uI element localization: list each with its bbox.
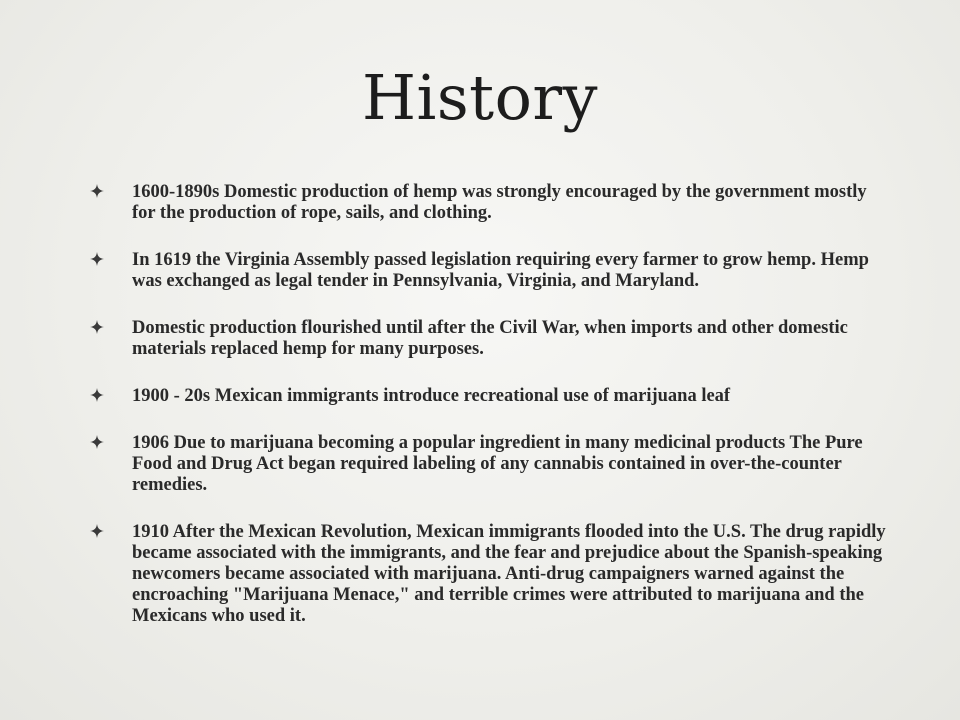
four-pointed-star-icon [90,320,104,334]
bullet-text: 1910 After the Mexican Revolution, Mexican immigrants flooded into the U.S. The drug rapidly became associated with the immigrants, and the fear and prejudice about the Spanish-speaking newcomers became associated with marijuana. Anti-drug campaigners warned against the encroaching "Marijuana Menace," and terrible crimes were attributed to marijuana and the Mexicans who used it. [132,522,886,626]
bullet-text: Domestic production flourished until after the Civil War, when imports and other domestic materials replaced hemp for many purposes. [132,318,848,359]
bullet-text: 1906 Due to marijuana becoming a popular ingredient in many medicinal products The Pure Food and Drug Act began required labeling of any cannabis contained in over-the-counter remedies. [132,433,863,495]
bullet-text: 1600-1890s Domestic production of hemp was strongly encouraged by the government mostly for the production of rope, sails, and clothing. [132,182,867,223]
list-item [90,182,890,224]
list-item [90,318,890,360]
slide-title: History [361,61,599,134]
list-item [90,522,890,627]
list-item [90,433,890,496]
bullet-list [90,182,890,653]
list-item [90,386,890,407]
four-pointed-star-icon [90,435,104,449]
bullet-text: In 1619 the Virginia Assembly passed legislation requiring every farmer to grow hemp. Hemp was exchanged as legal tender in Pennsylvania, Virginia, and Maryland. [132,250,869,291]
bullet-text: 1900 - 20s Mexican immigrants introduce recreational use of marijuana leaf [132,386,731,406]
four-pointed-star-icon [90,252,104,266]
four-pointed-star-icon [90,388,104,402]
four-pointed-star-icon [90,184,104,198]
list-item [90,250,890,292]
four-pointed-star-icon [90,524,104,538]
